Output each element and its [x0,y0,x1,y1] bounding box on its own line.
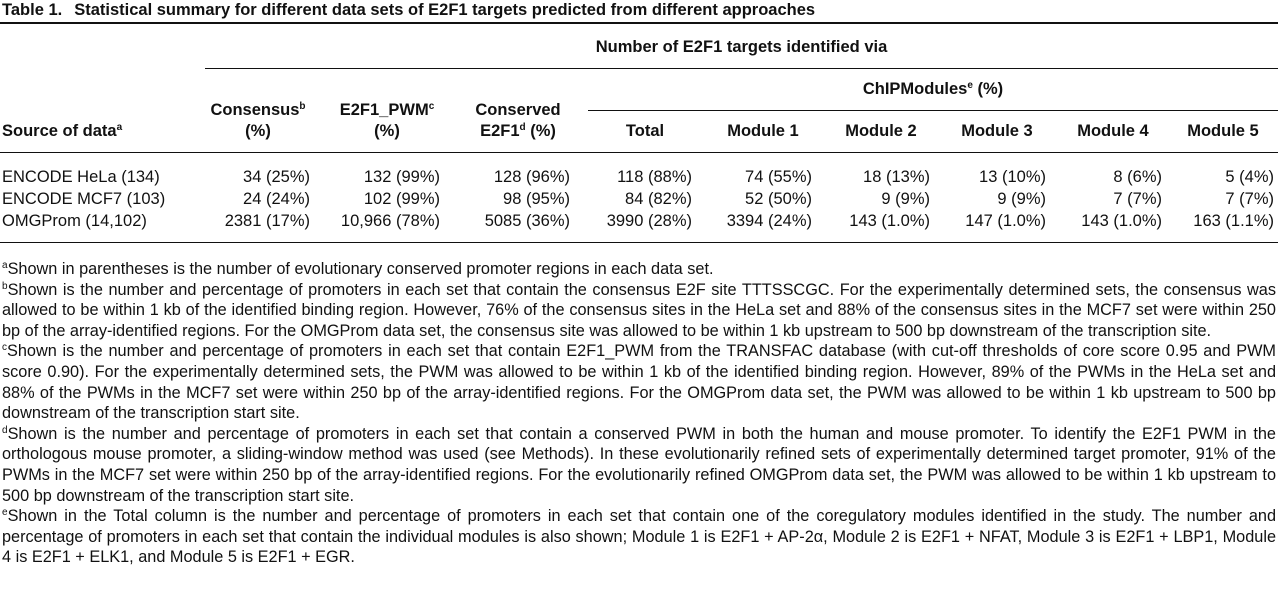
col-header-pwm: E2F1_PWM$^c$ [339,101,435,119]
col-header-pwm-unit: (%) [374,122,400,140]
chipmodules-rule [588,110,1278,111]
spanning-rule [205,68,1278,69]
table-label: Table 1. [2,1,63,19]
cell-consensus: 2381 (17%) [224,212,310,230]
col-header-total: Total [625,122,665,140]
footnote-b: $^b$Shown is the number and percentage of promoters in each set that contain the consensus E2F site TTTSSCGC. For the experimentally determined sets, the consensus was allowed to be within 1 kb of the identified binding region. However, 76% of the consensus sites in the HeLa set and 88% of the consensus sites in the MCF7 set were within 250 bp of the array-identified regions. For the OMGProm data set, the consensus site was allowed to be within 1 kb upstream to 500 bp downstream of the transcription site. [2,280,1276,340]
cell-pwm: 132 (99%) [363,168,440,186]
row-header-source: Source of data$^a$ [2,122,123,140]
col-header-consensus-unit: (%) [245,122,271,140]
cell-module-5: 7 (7%) [1225,190,1274,208]
cell-module-4: 8 (6%) [1113,168,1162,186]
cell-total: 118 (88%) [617,168,692,186]
header-bottom-rule [0,152,1278,153]
cell-total: 3990 (28%) [606,212,692,230]
cell-pwm: 10,966 (78%) [340,212,440,230]
footnotes [2,259,1276,568]
cell-module-2: 18 (13%) [863,168,930,186]
cell-source: OMGProm (14,102) [2,212,147,230]
cell-module-2: 143 (1.0%) [849,212,930,230]
spanning-header: Number of E2F1 targets identified via [595,38,888,56]
footnote-a: $^a$Shown in parentheses is the number of evolutionary conserved promoter regions in each data set. [2,260,714,278]
col-header-module-1: Module 1 [727,122,799,140]
col-header-conserved: Conserved [475,101,561,119]
cell-consensus: 24 (24%) [243,190,310,208]
cell-module-1: 74 (55%) [745,168,812,186]
col-header-module-2: Module 2 [845,122,917,140]
col-header-conserved-unit: E2F1$^d$ (%) [480,122,556,140]
cell-pwm: 102 (99%) [363,190,440,208]
cell-conserved: 5085 (36%) [484,212,570,230]
chipmodules-header: ChIPModules$^e$ (%) [862,80,1004,98]
footnote-d: $^d$Shown is the number and percentage of promoters in each set that contain a conserved PWM in both the human and mouse promoter. To identify the E2F1 PWM in the orthologous mouse promoter, a sliding-window method was used (see Methods). In these evolutionarily refined sets of experimentally determined target promoter, 91% of the PWMs in the MCF7 set were within 250 bp of the array-identified regions. For the evolutionarily refined OMGProm data set, the PWM was allowed to be within 1 kb upstream to 500 bp downstream of the transcription start site. [2,424,1276,505]
table-title: Statistical summary for different data sets of E2F1 targets predicted from different approaches [74,1,816,19]
cell-module-3: 13 (10%) [979,168,1046,186]
cell-conserved: 98 (95%) [503,190,570,208]
top-rule [0,22,1278,24]
cell-module-3: 147 (1.0%) [965,212,1046,230]
col-header-module-3: Module 3 [961,122,1033,140]
cell-module-4: 7 (7%) [1113,190,1162,208]
table-caption [2,0,1276,20]
cell-module-1: 3394 (24%) [726,212,812,230]
cell-conserved: 128 (96%) [493,168,570,186]
col-header-module-5: Module 5 [1187,122,1259,140]
cell-module-1: 52 (50%) [745,190,812,208]
cell-source: ENCODE MCF7 (103) [2,190,166,208]
cell-total: 84 (82%) [625,190,692,208]
cell-module-5: 5 (4%) [1225,168,1274,186]
cell-module-4: 143 (1.0%) [1081,212,1162,230]
col-header-module-4: Module 4 [1077,122,1149,140]
cell-consensus: 34 (25%) [243,168,310,186]
cell-source: ENCODE HeLa (134) [2,168,160,186]
footnote-e: $^e$Shown in the Total column is the number and percentage of promoters in each set that contain one of the coregulatory modules identified in the study. The number and percentage of promoters in each set that contain the individual modules is also shown; Module 1 is E2F1 + AP-2α, Module 2 is E2F1 + NFAT, Module 3 is E2F1 + LBP1, Module 4 is E2F1 + ELK1, and Module 5 is E2F1 + EGR. [2,507,1276,567]
col-header-consensus: Consensus$^b$ [210,101,306,119]
cell-module-3: 9 (9%) [997,190,1046,208]
cell-module-5: 163 (1.1%) [1193,212,1274,230]
cell-module-2: 9 (9%) [881,190,930,208]
table-bottom-rule [0,242,1278,243]
footnote-c: $^c$Shown is the number and percentage of promoters in each set that contain E2F1_PWM from the TRANSFAC database (with cut-off thresholds of core score 0.95 and PWM score 0.90). For the experimentally determined sets, the PWM was allowed to be within 1 kb of the identified binding region. However, 89% of the PWMs in the HeLa set and 88% of the PWMs in the MCF7 set were within 250 bp of the array-identified regions. For the OMGProm data set, the PWM was allowed to be within 1 kb upstream to 500 bp downstream of the transcription start site. [2,342,1276,423]
